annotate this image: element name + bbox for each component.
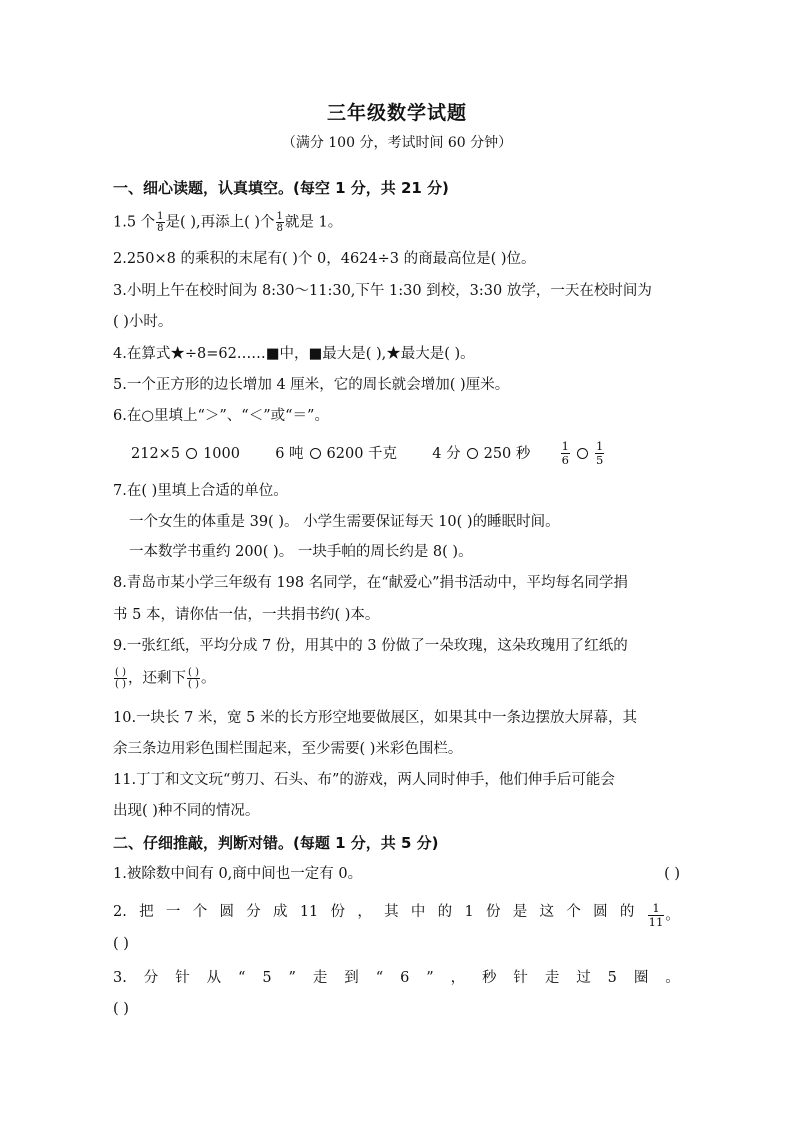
section2-heading: 二、仔细推敲，判断对错。(每题 1 分，共 5 分) (113, 834, 439, 852)
judge-2-token: 的 (437, 904, 453, 920)
judge-3-token: ， (450, 970, 466, 986)
judge-2-token: 其 (384, 904, 399, 920)
fraction-1-5 (595, 440, 604, 467)
judge-2-token: 个 (192, 904, 208, 920)
fraction-denominator: 11 (648, 915, 664, 929)
fraction-denominator: ( ) (115, 679, 126, 690)
judge-2-answer-paren: ( ) (113, 936, 129, 952)
question-1 (113, 211, 342, 234)
judge-2-token: 圆 (219, 904, 234, 920)
question-8-line2: 书 5 本，请你估一估，一共捐书约( )本。 (113, 607, 380, 623)
judge-2-token: 把 (139, 904, 154, 920)
fraction-numerator: 1 (648, 902, 665, 916)
blank-fraction (114, 667, 127, 690)
q6-item-c: 6 吨 (275, 445, 304, 462)
judge-2-end: 。 (665, 907, 680, 924)
judge-2-token: 2. (113, 904, 127, 920)
question-2: 2.250×8 的乘积的末尾有( )个 0，4624÷3 的商最高位是( )位。 (113, 251, 536, 267)
judge-1-answer-paren: ( ) (664, 866, 680, 882)
question-7-line-b: 一本数学书重约 200( )。 一块手帕的周长约是 8( )。 (129, 544, 473, 560)
judge-3-token: 5 (607, 970, 617, 986)
q1-text-c: 就是 1。 (284, 214, 343, 231)
fraction-numerator: ( ) (115, 667, 126, 678)
judge-3-token: 5 (262, 970, 272, 986)
judge-2-token: 11 (299, 904, 319, 920)
judge-3-token: 3. (113, 970, 127, 986)
question-10-line2: 余三条边用彩色围栏围起来，至少需要( )米彩色围栏。 (113, 741, 463, 757)
blank-fraction (187, 667, 200, 690)
judge-2-token: 个 (566, 904, 581, 920)
question-5: 5.一个正方形的边长增加 4 厘米，它的周长就会增加( )厘米。 (113, 377, 510, 393)
question-10-line1: 10.一块长 7 米，宽 5 米的长方形空地要做展区，如果其中一条边摆放大屏幕，其 (113, 710, 637, 726)
judge-3 (113, 968, 680, 988)
question-7: 7.在( )里填上合适的单位。 (113, 483, 288, 499)
judge-2-token: 成 (273, 904, 288, 920)
q6-item-e: 4 分 (432, 445, 461, 462)
judge-2-token: 中 (410, 904, 426, 920)
question-9-line1: 9.一张红纸，平均分成 7 份，用其中的 3 份做了一朵玫瑰，这朵玫瑰用了红纸的 (113, 638, 628, 654)
q6-item-d: 6200 千克 (326, 445, 398, 462)
fraction-numerator: 1 (276, 211, 283, 222)
judge-3-token: 圈 (633, 970, 649, 986)
judge-3-token: ” (426, 970, 434, 986)
circle-blank-icon (577, 448, 588, 459)
judge-3-token: 针 (175, 970, 190, 986)
judge-2-token: ， (357, 904, 372, 920)
circle-blank-icon (186, 448, 197, 459)
fraction-numerator: 1 (595, 439, 604, 453)
question-6-items (131, 440, 605, 467)
judge-2-token: 这 (539, 904, 555, 920)
circle-blank-icon (310, 448, 321, 459)
judge-3-token: 6 (400, 970, 410, 986)
question-8-line1: 8.青岛市某小学三年级有 198 名同学，在“献爱心”捐书活动中，平均每名同学捐 (113, 575, 629, 591)
judge-2-token: 圆 (593, 904, 608, 920)
fraction-1-11 (648, 902, 665, 929)
judge-3-token: “ (375, 970, 384, 986)
judge-2-fraction-end (647, 902, 680, 929)
judge-1 (113, 864, 680, 884)
judge-2 (113, 902, 680, 929)
question-6: 6.在○里填上“＞”、“＜”或“＝”。 (113, 408, 329, 424)
judge-3-answer-paren: ( ) (113, 1001, 129, 1017)
q9-end: 。 (200, 670, 216, 687)
question-11-line2: 出现( )种不同的情况。 (113, 803, 260, 819)
circle-blank-icon (467, 448, 478, 459)
judge-2-token: 份 (330, 904, 346, 920)
fraction-denominator: 8 (157, 223, 164, 234)
fraction-denominator: 8 (276, 223, 283, 234)
page-title: 三年级数学试题 (326, 102, 467, 124)
fraction-1-8 (276, 211, 284, 234)
q1-text-a: 1.5 个 (113, 214, 156, 231)
q6-item-b: 1000 (203, 445, 240, 462)
question-7-line-a: 一个女生的体重是 39( )。 小学生需要保证每天 10( )的睡眠时间。 (129, 514, 560, 530)
judge-3-token: 分 (143, 970, 159, 986)
fraction-1-8 (156, 211, 164, 234)
q9-text: ，还剩下 (127, 670, 186, 687)
judge-3-token: 走 (544, 970, 560, 986)
judge-2-token: 一 (165, 904, 181, 920)
judge-3-token: 针 (513, 970, 528, 986)
q1-text-b: 是( ),再添上( )个 (165, 214, 275, 231)
judge-3-token: 。 (665, 970, 680, 986)
judge-1-text: 1.被除数中间有 0,商中间也一定有 0。 (113, 866, 363, 882)
q6-item-f: 250 秒 (483, 445, 531, 462)
fraction-denominator: 6 (561, 453, 569, 467)
judge-2-token: 1 (464, 904, 474, 920)
section1-heading: 一、细心读题，认真填空。(每空 1 分，共 21 分) (113, 179, 449, 197)
fraction-numerator: 1 (561, 439, 569, 453)
judge-3-token: 过 (576, 970, 591, 986)
judge-3-token: 从 (206, 970, 222, 986)
judge-2-token: 的 (619, 904, 635, 920)
question-4: 4.在算式★÷8=62……■中，■最大是( ),★最大是( )。 (113, 346, 475, 362)
judge-2-token: 份 (485, 904, 501, 920)
judge-2-token: 分 (246, 904, 261, 920)
judge-3-token: “ (238, 970, 246, 986)
question-3-line2: ( )小时。 (113, 314, 173, 330)
fraction-denominator: 5 (595, 453, 604, 467)
question-3-line1: 3.小明上午在校时间为 8:30～11:30,下午 1:30 到校，3:30 放学，一天在校时间为 (113, 283, 652, 299)
judge-3-token: 到 (344, 970, 359, 986)
fraction-numerator: 1 (157, 211, 164, 222)
judge-3-token: 走 (312, 970, 328, 986)
fraction-denominator: ( ) (187, 679, 199, 690)
fraction-numerator: ( ) (187, 667, 199, 678)
question-11-line1: 11.丁丁和文文玩“剪刀、石头、布”的游戏，两人同时伸手，他们伸手后可能会 (113, 772, 615, 788)
page-subtitle: （满分 100 分，考试时间 60 分钟） (281, 135, 513, 151)
fraction-1-6 (561, 440, 570, 467)
q6-item-a: 212×5 (131, 445, 181, 462)
judge-3-token: ” (288, 970, 296, 986)
judge-3-token: 秒 (481, 970, 497, 986)
judge-2-token: 是 (512, 904, 528, 920)
question-9-line2 (113, 667, 215, 690)
